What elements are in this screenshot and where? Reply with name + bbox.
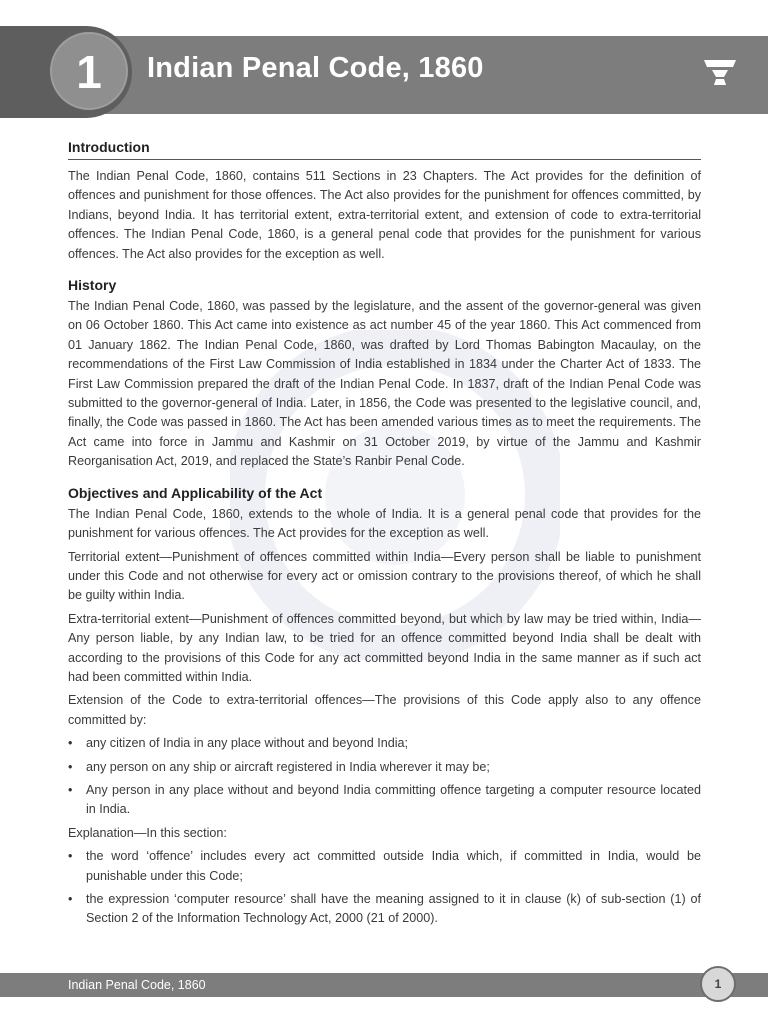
chapter-number: 1: [50, 32, 128, 110]
publisher-logo-icon: [704, 58, 736, 86]
offence-list: [68, 734, 701, 820]
list-item: • any citizen of India in any place without and beyond India;: [68, 734, 701, 753]
list-item: • any person on any ship or aircraft registered in India wherever it may be;: [68, 758, 701, 777]
explanation-paragraph: Explanation—In this section:: [68, 825, 227, 840]
list-item: • the expression ‘computer resource’ shall have the meaning assigned to it in clause (k) of sub-section (1) of Section 2 of the Information Technology Act, 2000 (21 of 2000).: [68, 892, 701, 926]
list-item: • the word ‘offence’ includes every act committed outside India which, if committed in India, would be punishable under this Code;: [68, 849, 701, 883]
history-text: The Indian Penal Code, 1860, was passed by the legislature, and the assent of the governor-general was given on 06 October 1860. This Act came into existence as act number 45 of the year 1860. This Act commenced from 01 January 1862. The Indian Penal Code, 1860, was drafted by Lord Thomas Babington Macaulay, on the recommendations of the First Law Commission of India established in 1834 under the Charter Act of 1833. The First Law Commission prepared the draft of the Indian Penal Code. In 1837, draft of the Indian Penal Code was submitted to the governor-general of India. Later, in 1856, the Code was presented to the legislative council, and, finally, the Code was passed in 1860. The Act has been amended various times as to meet the requirements. The Act came into force in Jammu and Kashmir on 31 October 2019, by virtue of the Jammu and Kashmir Reorganisation Act, 2019, and replaced the State’s Ranbir Penal Code.: [68, 299, 701, 469]
footer-title: Indian Penal Code, 1860: [68, 978, 206, 992]
list-item: • Any person in any place without and beyond India committing offence targeting a computer resource located in India.: [68, 782, 701, 817]
introduction-text: The Indian Penal Code, 1860, contains 511 Sections in 23 Chapters. The Act provides for the definition of offences and punishment for those offences. The Act also provides for the punishment for offences committed, by Indians, beyond India. It has territorial extent, extra-territorial extent, and extension of code to extra-territorial offences. The Indian Penal Code, 1860, is a general penal code that provides for the punishment for various offences. The Act also provides for the exception as well.: [68, 169, 701, 261]
explanation-list: [68, 847, 701, 929]
bullet-icon: •: [68, 782, 73, 797]
document-body: [68, 139, 701, 933]
extra-territorial-paragraph: Extra-territorial extent—Punishment of offences committed beyond, but which by law may be tried within, India—Any person liable, by any Indian law, to be tried for an offence committed beyond India shall be dealt with according to the provisions of this Code for any act committed beyond India in the same manner as if such act had been committed within India.: [68, 611, 701, 684]
extension-paragraph: Extension of the Code to extra-territorial offences—The provisions of this Code apply also to any offence committed by:: [68, 693, 701, 727]
bullet-icon: •: [68, 892, 73, 906]
territorial-extent-paragraph: Territorial extent—Punishment of offences committed within India—Every person shall be liable to punishment under this Code and not otherwise for every act or omission contrary to the provisions thereof, of which he shall be guilty within India.: [68, 549, 701, 603]
bullet-icon: •: [68, 736, 73, 751]
bullet-icon: •: [68, 759, 73, 774]
history-heading: History: [68, 277, 117, 294]
objectives-heading: Objectives and Applicability of the Act: [68, 484, 323, 501]
introduction-heading: Introduction: [68, 139, 701, 160]
objectives-paragraph: The Indian Penal Code, 1860, extends to the whole of India. It is a general penal code that provides for the punishment for various offences. The Act provides for the exception as well.: [68, 506, 701, 541]
page-number: 1: [700, 966, 736, 1002]
page-title: Indian Penal Code, 1860: [147, 52, 484, 84]
bullet-icon: •: [68, 849, 73, 864]
